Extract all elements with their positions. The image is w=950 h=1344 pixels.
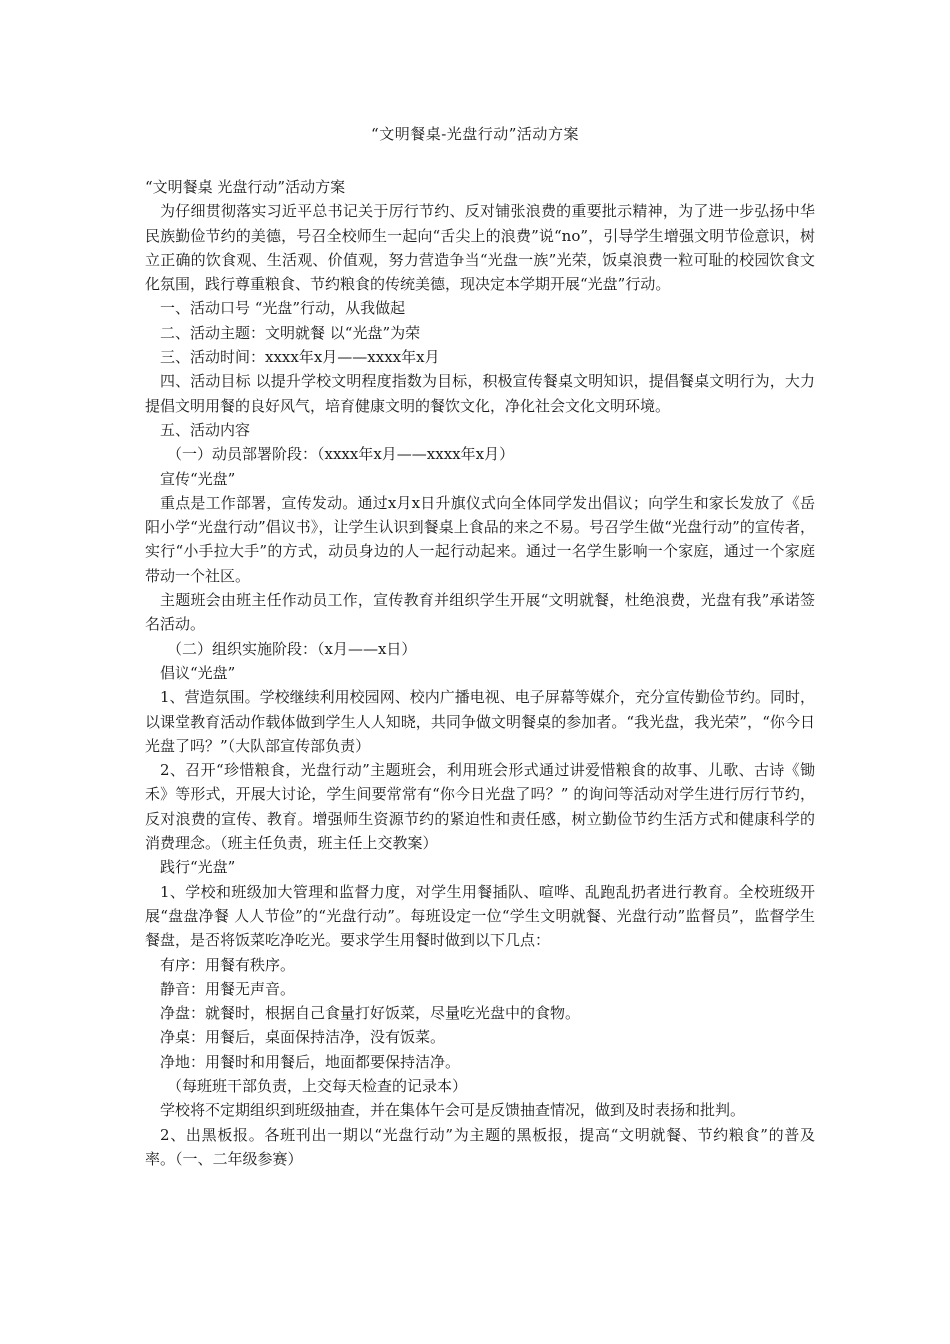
body-paragraph: 1、营造氛围。学校继续利用校园网、校内广播电视、电子屏幕等媒介，充分宣传勤俭节约。同时，以课堂教育活动作载体做到学生人人知晓，共同争做文明餐桌的参加者。“我光盘，我光荣”，“你今日光盘了吗？”（大队部宣传部负责） xyxy=(145,688,815,755)
intro-paragraph: 为仔细贯彻落实习近平总书记关于厉行节约、反对铺张浪费的重要批示精神，为了进一步弘扬中华民族勤俭节约的美德，号召全校师生一起向“舌尖上的浪费”说“no”，引导学生增强文明节俭意识，树立正确的饮食观、生活观、价值观，努力营造争当“光盘一族”光荣，饭桌浪费一粒可耻的校园饮食文化氛围，践行尊重粮食、节约粮食的传统美德，现决定本学期开展“光盘”行动。 xyxy=(145,202,815,294)
rule-item: 有序：用餐有秩序。 xyxy=(160,955,296,974)
rule-item: 静音：用餐无声音。 xyxy=(160,979,296,998)
phase-two-heading: （二）组织实施阶段：（x月——x日） xyxy=(167,639,417,658)
subheading-promote: 宣传“光盘” xyxy=(160,469,236,488)
body-paragraph: 2、召开“珍惜粮食，光盘行动”主题班会，利用班会形式通过讲爱惜粮食的故事、儿歌、古诗《锄禾》等形式，开展大讨论，学生间要常常有“你今日光盘了吗？” 的询问等活动对学生进行厉行节约，反对浪费的宣传、教育。增强师生资源节约的紧迫性和责任感，树立勤俭节约生活方式和健康科学的消费理念。（班主任负责，班主任上交教案） xyxy=(145,761,815,853)
responsibility-note: （每班班干部负责，上交每天检查的记录本） xyxy=(167,1076,468,1095)
rule-item: 净地：用餐时和用餐后，地面都要保持洁净。 xyxy=(160,1052,461,1071)
rule-item: 净盘：就餐时，根据自己食量打好饭菜，尽量吃光盘中的食物。 xyxy=(160,1004,581,1023)
rule-item: 净桌：用餐后，桌面保持洁净，没有饭菜。 xyxy=(160,1028,446,1047)
phase-one-heading: （一）动员部署阶段：（xxxx年x月——xxxx年x月） xyxy=(167,445,515,464)
section-slogan: 一、活动口号 “光盘”行动，从我做起 xyxy=(160,299,406,318)
document-subtitle: “文明餐桌 光盘行动”活动方案 xyxy=(145,178,346,196)
section-content-heading: 五、活动内容 xyxy=(160,420,251,439)
document-title: “文明餐桌-光盘行动”活动方案 xyxy=(371,125,579,143)
document-body xyxy=(145,175,815,1171)
subheading-practice: 践行“光盘” xyxy=(160,858,236,877)
body-paragraph: 学校将不定期组织到班级抽查，并在集体午会可是反馈抽查情况，做到及时表扬和批判。 xyxy=(160,1101,746,1120)
section-time: 三、活动时间：xxxx年x月——xxxx年x月 xyxy=(160,348,440,367)
subheading-advocate: 倡议“光盘” xyxy=(160,663,236,682)
body-paragraph: 主题班会由班主任作动员工作，宣传教育并组织学生开展“文明就餐，杜绝浪费，光盘有我”承诺签名活动。 xyxy=(145,591,815,634)
body-paragraph: 重点是工作部署，宣传发动。通过x月x日升旗仪式向全体同学发出倡议；向学生和家长发放了《岳阳小学“光盘行动”倡议书》，让学生认识到餐桌上食品的来之不易。号召学生做“光盘行动”的宣传者，实行“小手拉大手”的方式，动员身边的人一起行动起来。通过一名学生影响一个家庭，通过一个家庭带动一个社区。 xyxy=(145,493,815,585)
section-goal: 四、活动目标 以提升学校文明程度指数为目标，积极宣传餐桌文明知识，提倡餐桌文明行为，大力提倡文明用餐的良好风气，培育健康文明的餐饮文化，净化社会文化文明环境。 xyxy=(145,372,815,415)
body-paragraph: 2、出黑板报。各班刊出一期以“光盘行动”为主题的黑板报，提高“文明就餐、节约粮食”的普及率。（一、二年级参赛） xyxy=(145,1125,815,1168)
section-theme: 二、活动主题：文明就餐 以“光盘”为荣 xyxy=(160,323,421,342)
body-paragraph: 1、学校和班级加大管理和监督力度，对学生用餐插队、喧哗、乱跑乱扔者进行教育。全校班级开展“盘盘净餐 人人节俭”的“光盘行动”。每班设定一位“学生文明就餐、光盘行动”监督员”，监督学生餐盘，是否将饭菜吃净吃光。要求学生用餐时做到以下几点： xyxy=(145,882,815,950)
